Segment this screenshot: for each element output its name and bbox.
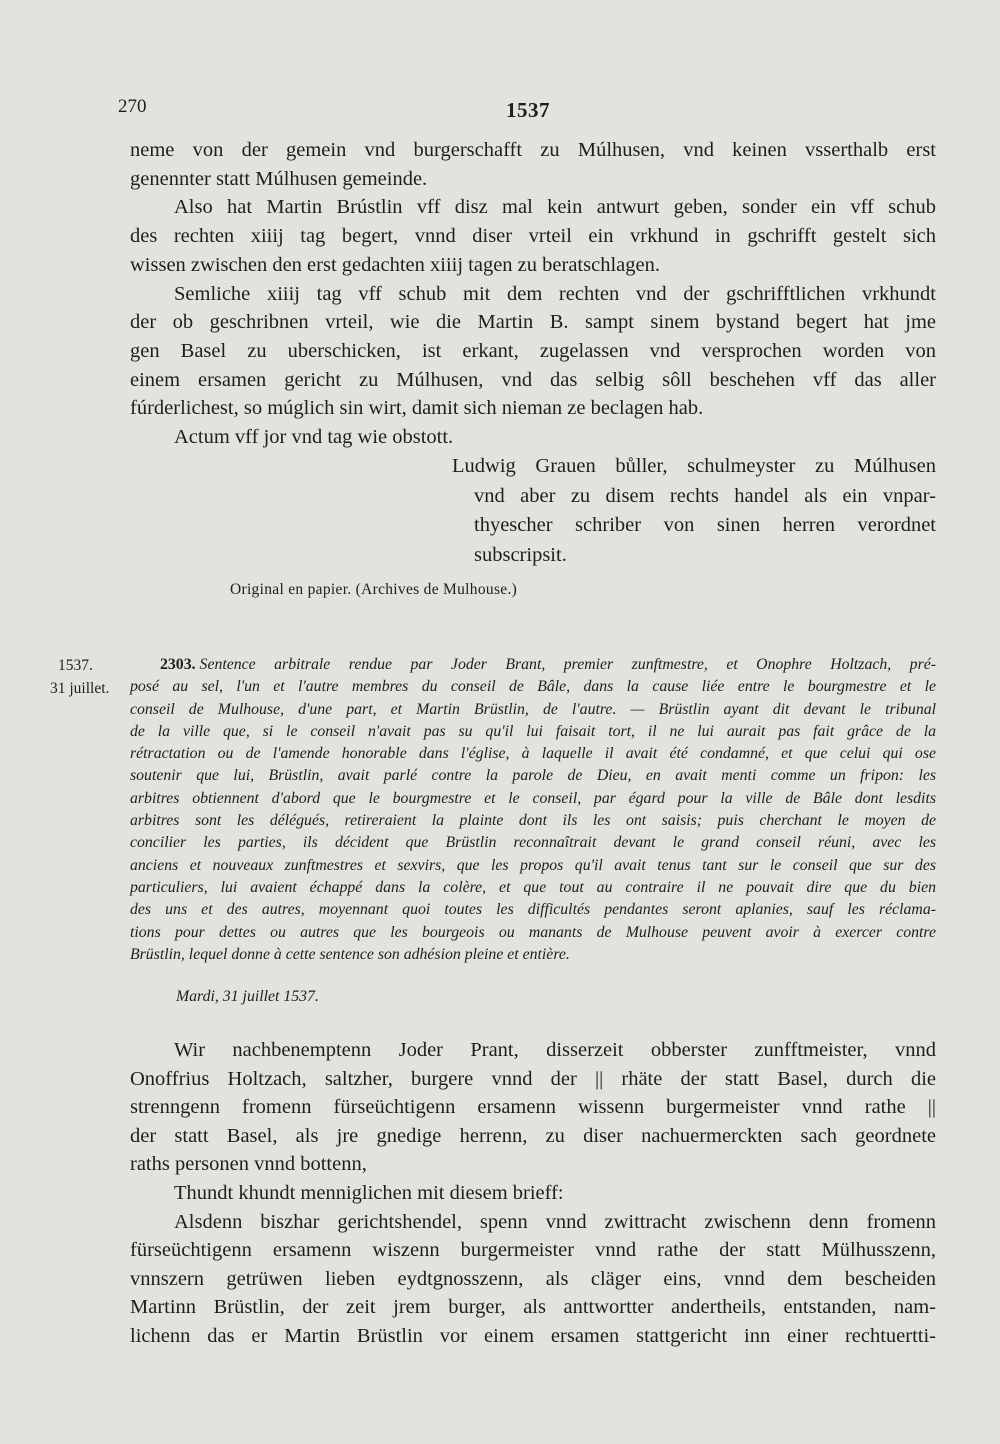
text-line: des rechten xiiij tag begert, vnnd diser vrteil ein vrkhund in gschrifft gestelt sich	[130, 225, 936, 248]
document-number: 2303.	[160, 656, 196, 673]
page-number: 270	[118, 96, 147, 117]
regest-date: Mardi, 31 juillet 1537.	[176, 988, 319, 1005]
page-header	[0, 96, 1000, 126]
continued-text	[130, 136, 936, 452]
regest-line: 2303. Sentence arbitrale rendue par Joder Brant, premier zunftmestre, et Onophre Holtzach, pré-	[160, 656, 936, 673]
regest-summary	[130, 654, 936, 966]
regest-line: rétractation ou de l'amende honorable dans l'église, à laquelle il avait été condamné, et que celui qui ose	[130, 745, 936, 763]
margin-year: 1537.	[58, 657, 93, 674]
text-line: vnnszern getrüwen lieben eydtgnosszenn, als cläger eins, vnnd dem bescheiden	[130, 1267, 936, 1290]
regest-line: arbitres obtiennent d'abord que le bourgmestre et le conseil, par égard pour la ville de Bâle dont lesdits	[130, 789, 936, 807]
text-line: wissen zwischen den erst gedachten xiiij tagen zu beratschlagen.	[130, 253, 660, 276]
text-line: Thundt khundt menniglichen mit diesem brieff:	[174, 1181, 564, 1204]
text-line: raths personen vnnd bottenn,	[130, 1153, 367, 1176]
regest-line: soutenir que lui, Brüstlin, avait parlé contre la parole de Dieu, en avait menti comme un fripon: les	[130, 767, 936, 785]
regest-line: Brüstlin, lequel donne à cette sentence son adhésion pleine et entière.	[130, 945, 570, 963]
margin-day: 31 juillet.	[50, 680, 110, 697]
archival-note: Original en papier. (Archives de Mulhouse.)	[230, 581, 518, 598]
signature-block	[452, 452, 936, 570]
text-line: Actum vff jor vnd tag wie obstott.	[174, 426, 454, 449]
running-header-year: 1537	[506, 98, 550, 122]
text-line: Onoffrius Holtzach, saltzher, burgere vnnd der || rhäte der statt Basel, durch die	[130, 1067, 936, 1090]
regest-line: posé au sel, l'un et l'autre membres du conseil de Bâle, dans la cause liée entre le bourgmestre et le	[130, 678, 936, 696]
text-line: Alsdenn biszhar gerichtshendel, spenn vnnd zwittracht zwischenn denn fromenn	[174, 1210, 936, 1233]
regest-line: de la ville que, si le conseil n'avait pas su qu'il lui faisait tort, il ne lui aurait pas fait grâce de la	[130, 722, 936, 740]
regest-line: conseil de Mulhouse, d'une part, et Martin Brüstlin, de l'autre. — Brüstlin ayant dit devant le tribunal	[130, 700, 936, 718]
regest-line: des uns et des autres, moyennant quoi toutes les difficultés pendantes seront aplanies, sauf les réclama-	[130, 901, 936, 919]
text-line: fürseüchtigenn ersamenn wiszenn burgermeister vnnd rathe der statt Mülhusszenn,	[130, 1239, 936, 1262]
margin-date	[50, 654, 124, 700]
text-line: neme von der gemein vnd burgerschafft zu Múlhusen, vnd keinen vsserthalb erst	[130, 139, 936, 161]
text-line: fúrderlichest, so múglich sin wirt, damit sich nieman ze beclagen hab.	[130, 397, 704, 420]
text-line: Wir nachbenemptenn Joder Prant, disserzeit obberster zunfftmeister, vnnd	[174, 1039, 936, 1061]
regest-line: arbitres sont les délégués, retireraient la plainte dont ils les ont saisis; puis cherchant le moyen de	[130, 812, 936, 830]
text-line: lichenn das er Martin Brüstlin vor einem ersamen stattgericht inn einer rechtuertti-	[130, 1324, 936, 1347]
text-line: Martinn Brüstlin, der zeit jrem burger, als anttwortter andertheils, entstanden, nam-	[130, 1296, 936, 1319]
text-line: einem ersamen gericht zu Múlhusen, vnd das selbig sôll beschehen vff das aller	[130, 368, 936, 391]
text-line: Also hat Martin Brústlin vff disz mal kein antwurt geben, sonder ein vff schub	[174, 196, 936, 219]
charter-text	[130, 1036, 936, 1351]
regest-line: tions pour dettes ou autres que les bourgeois ou manants de Mulhouse peuvent avoir à exercer contre	[130, 923, 936, 941]
text-line: gen Basel zu uberschicken, ist erkant, zugelassen vnd versprochen worden von	[130, 339, 936, 362]
signature-line: thyescher schriber von sinen herren verordnet	[474, 514, 936, 536]
text-line: der statt Basel, als jre gnedige herrenn, zu diser nachuermerckten sach geordnete	[130, 1124, 936, 1147]
text-line: genennter statt Múlhusen gemeinde.	[130, 167, 428, 190]
regest-line: particuliers, lui avaient échappé dans la colère, et que tout au contraire il ne pouvait dire que du bien	[130, 878, 936, 896]
signature-line: vnd aber zu disem rechts handel als ein vnpar-	[474, 484, 936, 507]
signature-line: subscripsit.	[474, 543, 567, 566]
text-line: strenngenn fromenn fürseüchtigenn ersamenn wissenn burgermeister vnnd rathe ||	[130, 1096, 936, 1119]
regest-line: concilier les parties, ils décident que Brüstlin reconnaîtrait devant le grand conseil réuni, avec les	[130, 834, 936, 852]
regest-line: anciens et nouveaux zunftmestres et sexvirs, que les propos qu'il avait tenus tant sur le conseil que sur des	[130, 856, 936, 874]
signature-line: Ludwig Grauen bůller, schulmeyster zu Múlhusen	[452, 455, 936, 477]
text-line: der ob geschribnen vrteil, wie die Martin B. sampt sinem bystand begert hat jme	[130, 311, 936, 334]
text-line: Semliche xiiij tag vff schub mit dem rechten vnd der gschrifftlichen vrkhundt	[174, 282, 936, 305]
